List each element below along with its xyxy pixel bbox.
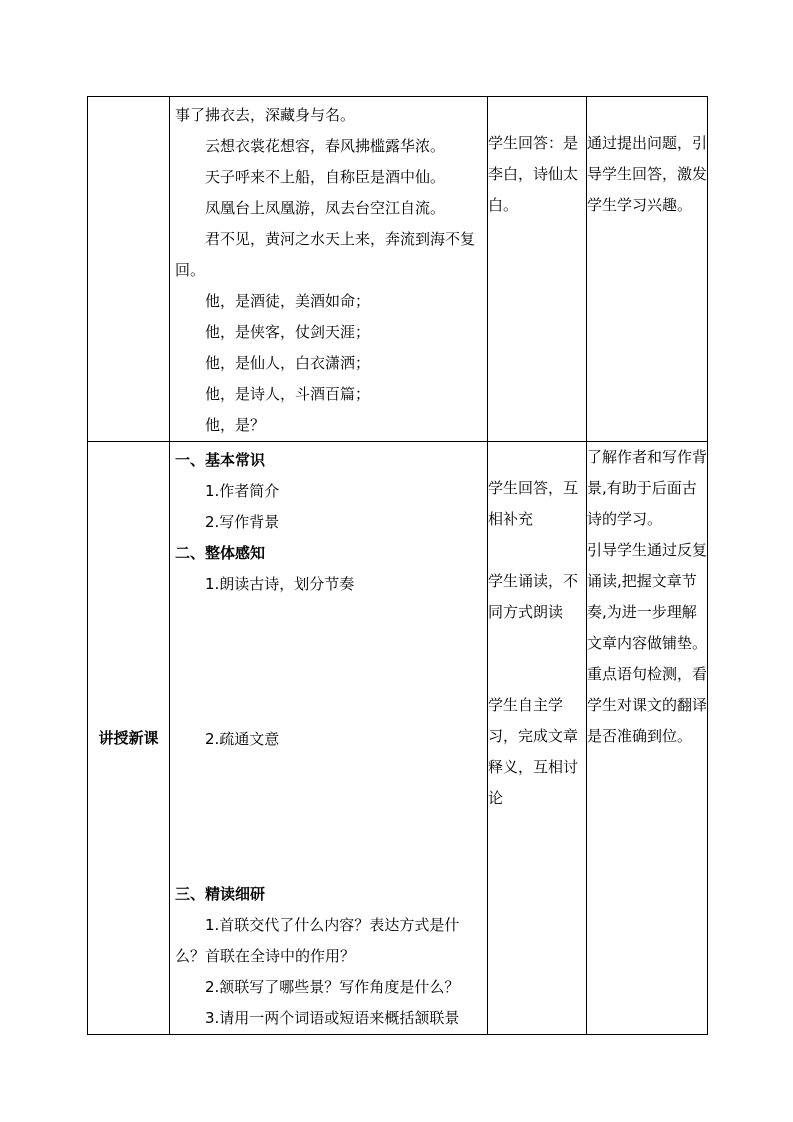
section-heading: 三、精读细研 [175,885,266,903]
section-label-new-lesson: 讲授新课 [88,442,170,1035]
design-purpose-cell [587,442,708,1035]
intro-line: 他，是诗人，斗酒百篇； [205,385,371,403]
design-purpose-text: 重点语句检测，看学生对课文的翻译是否准确到位。 [587,665,708,745]
design-purpose-cell [587,97,708,442]
section-heading: 一、基本常识 [175,451,266,469]
design-purpose-text: 通过提出问题，引导学生回答，激发学生学习兴趣。 [587,134,708,214]
content-item: 1.作者简介 [205,482,280,500]
question-item: 3.请用一两个词语或短语来概括颔联景 [205,1009,460,1027]
intro-line: 他，是侠客，仗剑天涯； [205,323,371,341]
question-item: 1.首联交代了什么内容？表达方式是什么？首联在全诗中的作用？ [175,916,460,965]
section-heading: 二、整体感知 [175,544,266,562]
design-purpose-text: 引导学生通过反复诵读,把握文章节奏,为进一步理解文章内容做铺垫。 [587,541,708,652]
student-activity-cell [488,442,587,1035]
content-item: 1.朗读古诗，划分节奏 [205,575,355,593]
design-purpose-text: 了解作者和写作背景,有助于后面古诗的学习。 [587,448,708,528]
poem-line: 云想衣裳花想容，春风拂槛露华浓。 [205,137,446,155]
poem-line: 事了拂衣去，深藏身与名。 [175,106,356,124]
intro-line: 他，是？ [205,416,266,434]
teaching-content-cell [170,97,488,442]
poem-line: 凤凰台上凤凰游，凤去台空江自流。 [205,199,446,217]
poem-line: 天子呼来不上船，自称臣是酒中仙。 [205,168,446,186]
student-activity-text: 学生回答：是李白，诗仙太白。 [488,134,579,214]
poem-line: 君不见，黄河之水天上来，奔流到海不复回。 [175,230,476,279]
table-row-intro [88,97,708,442]
question-item: 2.颔联写了哪些景？写作角度是什么？ [205,978,460,996]
content-item: 2.写作背景 [205,513,280,531]
student-activity-text: 学生诵读，不同方式朗读 [488,572,579,621]
teaching-content-cell [170,442,488,1035]
table-row-new-lesson [88,442,708,1035]
student-activity-text: 学生回答，互相补充 [488,479,579,528]
student-activity-cell [488,97,587,442]
content-item: 2.疏通文意 [205,730,280,748]
section-label-cell [88,97,170,442]
student-activity-text: 学生自主学习，完成文章释义，互相讨论 [488,696,579,807]
lesson-plan-table [87,96,708,1035]
intro-line: 他，是酒徒，美酒如命； [205,292,371,310]
intro-line: 他，是仙人，白衣潇洒； [205,354,371,372]
